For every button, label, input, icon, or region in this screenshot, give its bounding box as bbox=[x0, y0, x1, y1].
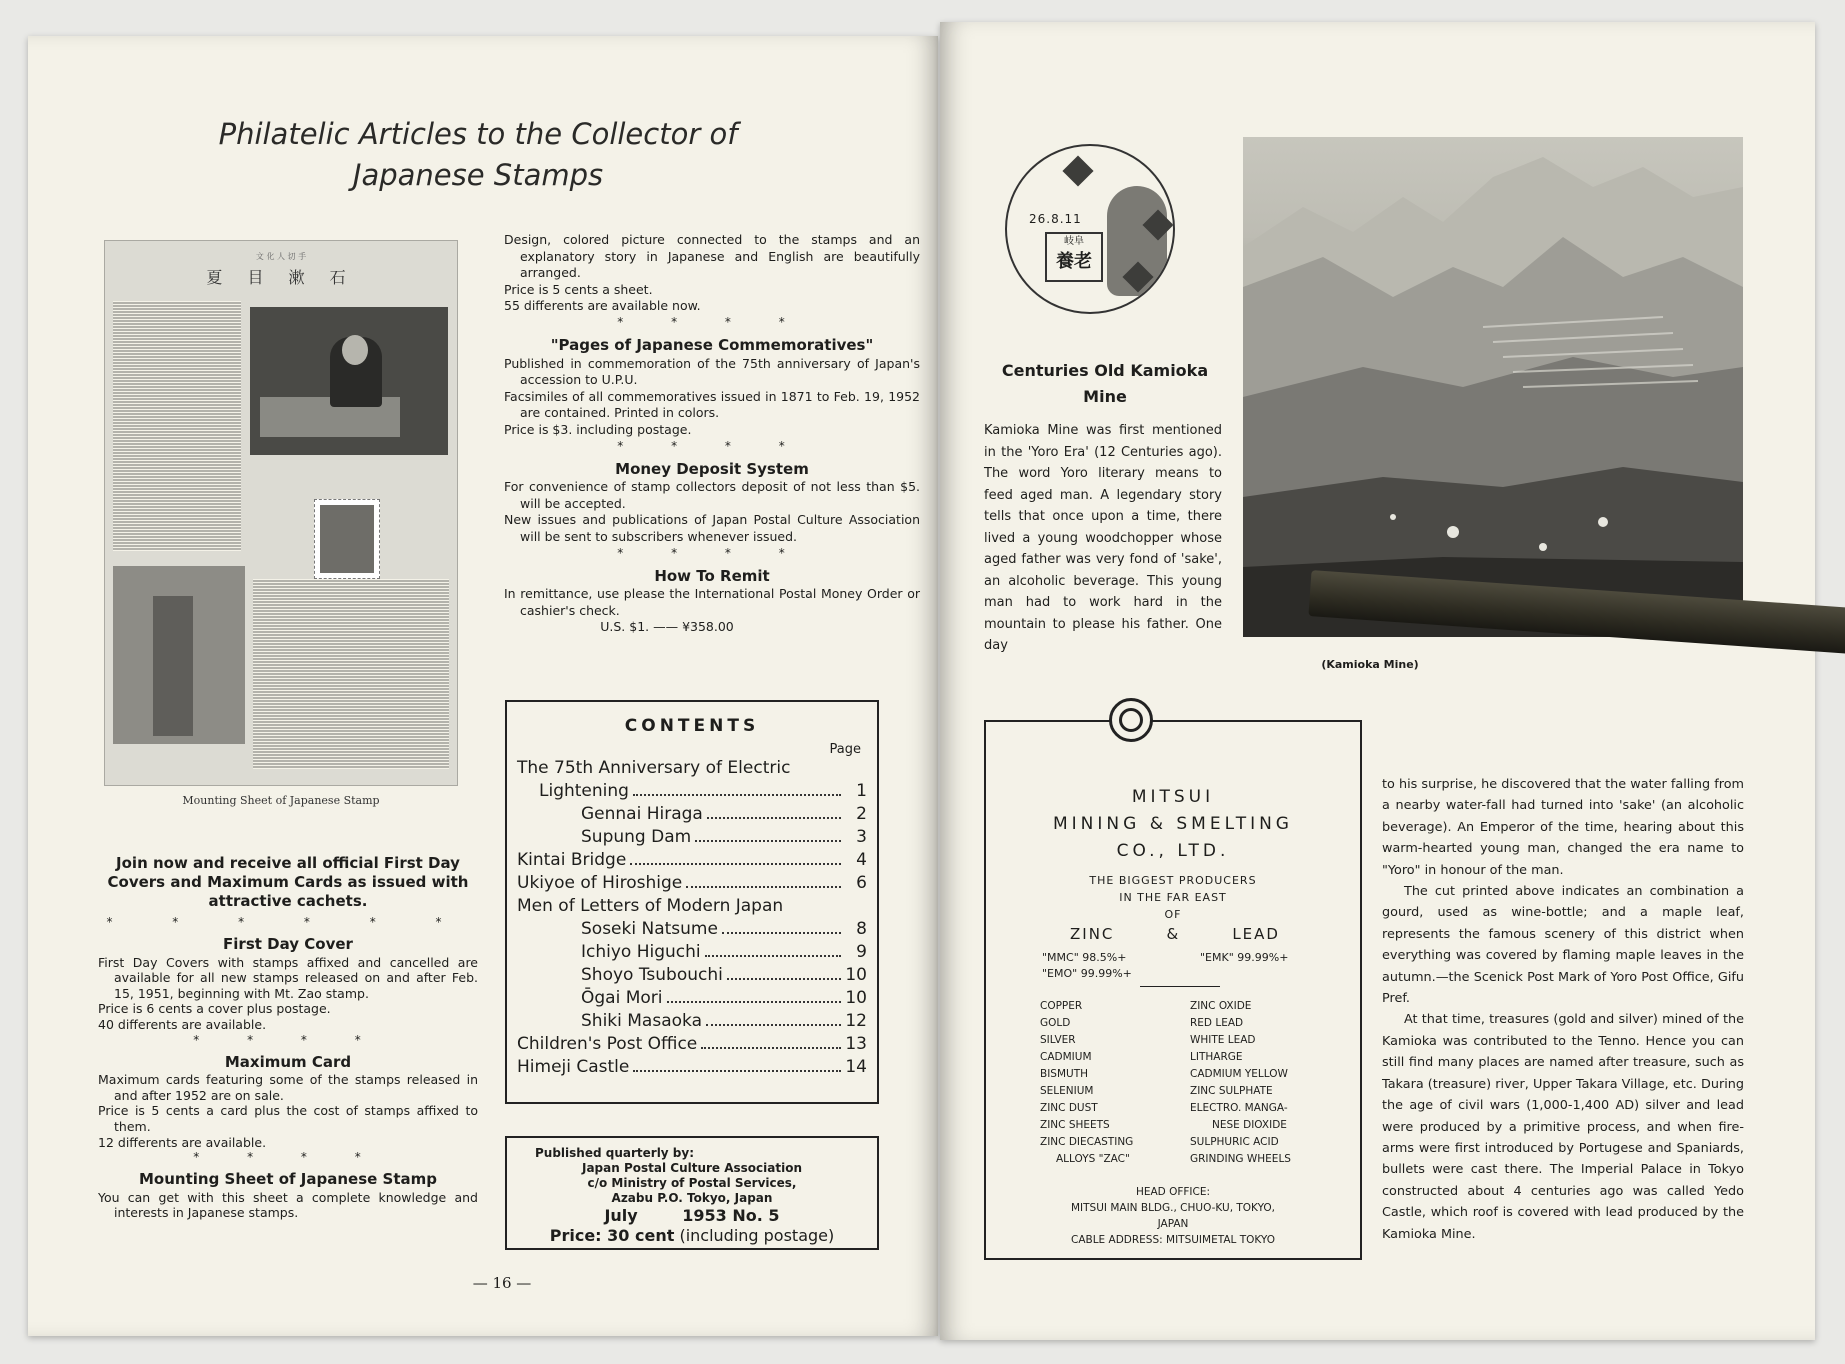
page-number: — 16 — bbox=[472, 1274, 532, 1292]
contents-item: Gennai Hiraga 2 bbox=[581, 804, 867, 824]
page-title bbox=[168, 114, 788, 196]
issue-line: July 1953 No. 5 bbox=[604, 1206, 780, 1225]
separator-stars: * * * * bbox=[617, 314, 807, 329]
mitsui-company-name: MITSUI MINING & SMELTING CO., LTD. bbox=[1053, 787, 1293, 861]
contents-item: Shoyo Tsubouchi 10 bbox=[581, 965, 867, 985]
contents-title: CONTENTS bbox=[624, 716, 760, 736]
contents-box bbox=[505, 700, 879, 1104]
money-deposit-heading: Money Deposit System bbox=[615, 459, 809, 478]
join-text: Join now and receive all official First Day Covers and Maximum Cards as issued with attractive cachets. bbox=[107, 854, 469, 910]
design-count: 55 differents are available now. bbox=[504, 298, 701, 314]
contents-item: Ōgai Mori 10 bbox=[581, 988, 867, 1008]
postmark-place: 養老 bbox=[1056, 251, 1092, 272]
pagoda-photo bbox=[113, 566, 245, 744]
contents-page-label: Page bbox=[829, 742, 861, 757]
kamioka-heading: Centuries Old Kamioka Mine bbox=[1001, 361, 1209, 406]
right-page bbox=[940, 22, 1815, 1340]
remit-heading: How To Remit bbox=[654, 566, 770, 585]
first-day-heading: First Day Cover bbox=[223, 935, 353, 953]
contents-item: Shiki Masaoka 12 bbox=[581, 1011, 867, 1031]
publisher-box bbox=[505, 1136, 879, 1250]
contents-item: Children's Post Office 13 bbox=[517, 1034, 867, 1054]
publisher-line-4: Azabu P.O. Tokyo, Japan bbox=[611, 1191, 773, 1205]
purity-right: "EMK" 99.99%+ bbox=[1200, 951, 1289, 964]
maximum-card-heading: Maximum Card bbox=[224, 1052, 352, 1071]
mine-photo-caption: (Kamioka Mine) bbox=[1321, 658, 1419, 671]
offers-column bbox=[504, 232, 920, 636]
postmark-date: 26.8.11 bbox=[1029, 212, 1082, 226]
divider bbox=[1140, 986, 1220, 987]
sheet-heading: 夏 目 漱 石 bbox=[206, 268, 356, 287]
products-right-list: ZINC OXIDE RED LEAD WHITE LEAD LITHARGE CADMIUM YELLOW ZINC SULPHATE ELECTRO. MANGA- NESE DIOXIDE SULPHURIC ACID GRINDING WHEELS bbox=[1190, 1000, 1291, 1165]
products-left-list: COPPER GOLD SILVER CADMIUM BISMUTH SELENIUM ZINC DUST ZINC SHEETS ZINC DIECASTING ALLOYS "ZAC" bbox=[1040, 1000, 1134, 1165]
mounting-sheet-caption: Mounting Sheet of Japanese Stamp bbox=[182, 794, 380, 807]
commemoratives-text-1: Published in commemoration of the 75th anniversary of Japan's accession to U.P.U. bbox=[504, 355, 920, 388]
price-line: Price: 30 cent (including postage) bbox=[549, 1226, 835, 1245]
postmark-prefecture: 岐阜 bbox=[1064, 236, 1084, 247]
commemoratives-text-2: Facsimiles of all commemoratives issued in 1871 to Feb. 19, 1952 are contained. Printed in colors. bbox=[504, 388, 920, 421]
contents-list bbox=[517, 757, 867, 1079]
maximum-card-price: Price is 5 cents a card plus the cost of stamps affixed to them. bbox=[98, 1103, 478, 1134]
separator-stars: * * * * bbox=[617, 545, 807, 560]
story-paragraph: The cut printed above indicates an combination a gourd, used as wine-bottle; and a maple leaf, represents the famous scenery of this district when everything was covered by flaming maple leaves in the autumn.—the Scenick Post Mark of Yoro Post Office, Gifu Pref. bbox=[1382, 884, 1744, 1007]
contents-item: Himeji Castle 14 bbox=[517, 1057, 867, 1077]
purity-left: "MMC" 98.5%+ "EMO" 99.99%+ bbox=[1042, 951, 1132, 980]
portrait-photo bbox=[250, 307, 448, 455]
mitsui-tagline: THE BIGGEST PRODUCERS IN THE FAR EAST OF bbox=[1089, 874, 1257, 921]
title-line-1: Philatelic Articles to the Collector of bbox=[218, 117, 738, 151]
subscription-column bbox=[98, 854, 478, 1221]
money-deposit-text-2: New issues and publications of Japan Postal Culture Association will be sent to subscribers whenever issued. bbox=[504, 512, 920, 544]
scenic-postmark bbox=[1005, 144, 1175, 314]
kamioka-story-continued bbox=[1382, 774, 1744, 1245]
commemoratives-heading: "Pages of Japanese Commemoratives" bbox=[550, 335, 874, 354]
first-day-count: 40 differents are available. bbox=[98, 1016, 267, 1032]
sheet-small-heading: 文 化 人 切 手 bbox=[255, 252, 307, 261]
separator-stars: * * * * * * bbox=[106, 915, 470, 929]
separator-stars: * * * * bbox=[193, 1032, 383, 1047]
design-price: Price is 5 cents a sheet. bbox=[504, 281, 653, 297]
separator-stars: * * * * bbox=[617, 438, 807, 453]
separator-stars: * * * * bbox=[193, 1150, 383, 1165]
publisher-line-2: Japan Postal Culture Association bbox=[581, 1161, 803, 1175]
head-office-address: HEAD OFFICE: MITSUI MAIN BLDG., CHUO-KU, TOKYO, JAPAN CABLE ADDRESS: MITSUIMETAL TOKYO bbox=[1070, 1186, 1276, 1246]
publisher-line-1: Published quarterly by: bbox=[535, 1146, 695, 1160]
contents-item: Ichiyo Higuchi 9 bbox=[581, 942, 867, 962]
money-deposit-text-1: For convenience of stamp collectors deposit of not less than $5. will be accepted. bbox=[504, 479, 920, 511]
contents-item: Soseki Natsume 8 bbox=[581, 919, 867, 939]
design-text: Design, colored picture connected to the stamps and an explanatory story in Japanese and English are beautifully arranged. bbox=[504, 232, 920, 281]
remit-text: In remittance, use please the International Postal Money Order or cashier's check. bbox=[504, 586, 920, 618]
mine-landscape bbox=[1243, 137, 1743, 637]
kamioka-text: Kamioka Mine was first mentioned in the 'Yoro Era' (12 Centuries ago). The word Yoro literary means to feed aged man. A legendary story tells that once upon a time, there lived a young woodchopper whose aged father was very fond of 'sake', an alcoholic beverage. This young man had to work hard in the mountain to please his father. One day bbox=[984, 423, 1222, 653]
publisher-line-3: c/o Ministry of Postal Services, bbox=[587, 1176, 797, 1190]
maximum-card-count: 12 differents are available. bbox=[98, 1134, 267, 1150]
first-day-text: First Day Covers with stamps affixed and cancelled are available for all new stamps released on and after Feb. 15, 1951, beginning with Mt. Zao stamp. bbox=[98, 954, 478, 1001]
sheet-english-text bbox=[253, 579, 449, 769]
contents-item: Lightening 1 bbox=[539, 781, 867, 801]
first-day-price: Price is 6 cents a cover plus postage. bbox=[98, 1001, 331, 1017]
left-page bbox=[28, 36, 938, 1336]
zinc-lead-heading: ZINC & LEAD bbox=[1070, 925, 1280, 943]
contents-item: Kintai Bridge 4 bbox=[517, 850, 867, 870]
postmark-place-box bbox=[1045, 232, 1103, 282]
kamioka-mine-photo bbox=[1243, 137, 1743, 637]
exchange-rate: U.S. $1. —— ¥358.00 bbox=[600, 619, 734, 635]
contents-item: The 75th Anniversary of Electric bbox=[517, 758, 791, 778]
mounting-heading: Mounting Sheet of Japanese Stamp bbox=[138, 1170, 437, 1189]
contents-item: Ukiyoe of Hiroshige 6 bbox=[517, 873, 867, 893]
maple-leaf-icon bbox=[1062, 155, 1093, 186]
mounting-sheet-image bbox=[104, 240, 458, 786]
contents-item: Men of Letters of Modern Japan bbox=[517, 896, 784, 916]
stamp-image bbox=[314, 499, 380, 579]
mitsui-logo-icon bbox=[1109, 698, 1153, 742]
maximum-card-text: Maximum cards featuring some of the stamps released in and after 1952 are on sale. bbox=[98, 1072, 478, 1103]
commemoratives-price: Price is $3. including postage. bbox=[504, 421, 692, 437]
sheet-japanese-text bbox=[113, 301, 241, 551]
story-paragraph: to his surprise, he discovered that the water falling from a nearby water-fall had turned into 'sake' (an alcoholic beverage). An Emperor of the time, hearing about this warm-hearted young man, changed the era name to "Yoro" in honour of the man. bbox=[1382, 777, 1744, 878]
contents-item: Supung Dam 3 bbox=[581, 827, 867, 847]
title-line-2: Japanese Stamps bbox=[352, 158, 604, 192]
mounting-text: You can get with this sheet a complete knowledge and interests in Japanese stamps. bbox=[98, 1189, 478, 1221]
story-paragraph: At that time, treasures (gold and silver) mined of the Kamioka was contributed to the Tenno. Hence you can still find many places are named after treasure, such as Takara (treasure) river, Upper Takara Village, etc. During the age of civil wars (1,000-1,400 AD) silver and lead were produced by a primitive process, and when fire-arms were first introduced by Portugese and Spaniards, bullets were cast there. The Imperial Palace in Tokyo constructed about 4 centuries ago was called Yedo Castle, which roof is covered with lead produced by the Kamioka Mine. bbox=[1382, 1012, 1744, 1242]
